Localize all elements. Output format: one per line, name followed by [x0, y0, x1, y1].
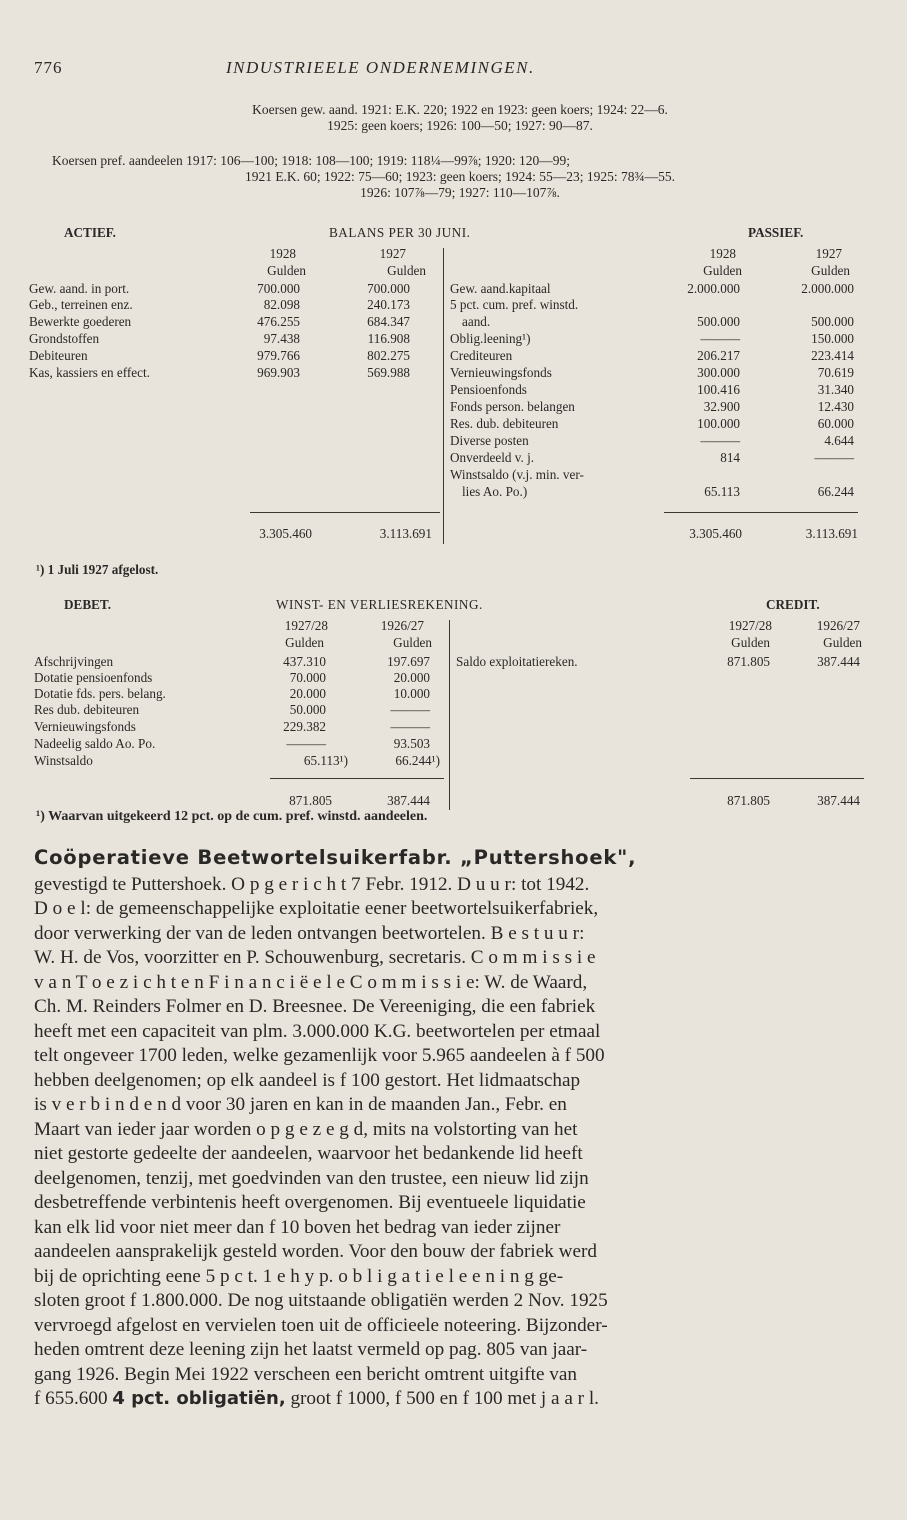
winst-year-a-left: 1927/28 — [284, 618, 328, 633]
paragraph-last-line — [34, 1387, 599, 1412]
winst-total-right-2: 387.444 — [817, 793, 860, 808]
balans-footnote: ¹) 1 Juli 1927 afgelost. — [36, 562, 159, 577]
balans-total-left-1: 3.305.460 — [259, 526, 312, 541]
balans-year-b-right: 1927 — [815, 246, 842, 261]
quote-line-3: Koersen pref. aandeelen 1917: 106—100; 1918: 108—100; 1919: 118¼—99⅞; 1920: 120—99; — [52, 153, 571, 168]
balans-total-rule-left — [250, 512, 440, 513]
paragraph-line: gang 1926. Begin Mei 1922 verscheen een bericht omtrent uitgifte van — [34, 1364, 577, 1385]
page-number: 776 — [34, 58, 63, 77]
paragraph-line: v a n T o e z i c h t e n F i n a n c i ë e l e C o m m i s s i e: W. de Waard, — [34, 972, 588, 993]
winst-title: WINST- EN VERLIESREKENING. — [276, 597, 483, 612]
paragraph-line: door verwerking der van de leden ontvangen beetwortelen. B e s t u u r: — [34, 923, 585, 944]
balans-total-left-2: 3.113.691 — [379, 526, 432, 541]
quote-line-5: 1926: 107⅞—79; 1927: 110—107⅞. — [360, 185, 560, 200]
winst-year-a-right: 1927/28 — [728, 618, 772, 633]
paragraph-line: is v e r b i n d e n d voor 30 jaren en kan in de maanden Jan., Febr. en — [34, 1094, 567, 1115]
paragraph-line: gevestigd te Puttershoek. O p g e r i c h t 7 Febr. 1912. D u u r: tot 1942. — [34, 874, 590, 895]
document-page: 776 INDUSTRIEELE ONDERNEMINGEN. Koersen gew. aand. 1921: E.K. 220; 1922 en 1923: geen koers; 1924: 22—6. 1925: geen koers; 1926: 100—50; 1927: 90—87. Koersen pref. aandeelen 1917: 106—100; 1918: 108—100; 1919: 118¼—99⅞; 1920: 120—99; 1921 E.K. 60; 1922: 75—60; 1923: geen koers; 1924: 55—23; 1925: 78¾—55. 1926: 107⅞—79; 1927: 110—107⅞. ACTIEF. BALANS PER 30 JUNI. PASSIEF. 1928 1927 1928 1927 Gulden Gulden Gulden Gulden Gew. aand. in port. 700.000 700.000 Geb., terreinen enz. 82.098 240.173 Bewerkte goederen 476.255 684.347 Grondstoffen 97.438 116.908 Debiteuren 979.766 802.275 Kas, kassiers en effect. 969.903 569.988 Gew. aand.kapitaal 2.000.000 2.000.000 5 pct. cum. pref. winstd. aand. 500.000 500.000 Oblig.leening¹) ——— 150.000 Crediteuren 206.217 223.414 Vernieuwingsfonds 300.000 70.619 Pensioenfonds 100.416 31.340 Fonds person. belangen 32.900 12.430 Res. dub. debiteuren 100.000 60.000 Diverse posten ——— 4.644 Onverdeeld v. j. 814 ——— Winstsaldo (v.j. min. ver- lies Ao. Po.) 65.113 66.244 3.305.460 3.113.691 3.305.460 3.113.691 ¹) 1 Juli 1927 afgelost. DEBET. WINST- EN VERLIESREKENING. CREDIT. 1927/28 1926/27 1927/28 1926/27 Gulden Gulden Gulden Gulden Afschrijvingen 437.310 197.697 Dotatie pensioenfonds 70.000 20.000 Dotatie fds. pers. belang. 20.000 10.000 Res dub. debiteuren 50.000 ——— Vernieuwingsfonds 229.382 ——— Nadeelig saldo Ao. Po. ——— 93.503 Winstsaldo 65.113¹) 66.244¹) Saldo exploitatiereken. 871.805 387.444 871.805 387.444 871.805 387.444 ¹) Waarvan uitgekeerd 12 pct. op de cum. pref. winstd. aandeelen. Coöperatieve Beetwortelsuikerfabr. „Puttershoek", gevestigd te Puttershoek. O p g e r i c h t 7 Febr. 1912. D u u r: tot 1942. D o e l: de gemeenschappelijke exploitatie eener beetwortelsuikerfabriek, door verwerking der van de leden ontvangen beetwortelen. B e s t u u r: W. H. de Vos, voorzitter en P. Schouwenburg, secretaris. C o m m i s s i e v a n T o e z i c h t e n F i n a n c i ë e l e C o m m i s s i e: W. de Waard, Ch. M. Reinders Folmer en D. Breesnee. De Vereeniging, die een fabriek heeft met een capaciteit van plm. 3.000.000 K.G. beetwortelen per etmaal telt ongeveer 1700 leden, welke gezamenlijk voor 5.965 aandeelen à f 500 hebben deelgenomen; op elk aandeel is f 100 gestort. Het lidmaatschap is v e r b i n d e n d voor 30 jaren en kan in de maanden Jan., Febr. en Maart van ieder jaar worden o p g e z e g d, mits na volstorting van het niet gestorte gedeelte der aandeelen, waarvoor het bedankende lid heeft deelgenomen, tenzij, met goedvinden van den trustee, een nieuw lid zijn desbetreffende verbintenis heeft overgenomen. Bij eventueele liquidatie kan elk lid voor niet meer dan f 10 boven het bedrag van ieder zijner aandeelen aansprakelijk gesteld worden. Voor den bouw der fabriek werd bij de oprichting eene 5 p c t. 1 e h y p. o b l i g a t i e l e e n i n g ge- sloten groot f 1.800.000. De nog uitstaande obligatiën werden 2 Nov. 1925 vervroegd afgelost en vervielen toen uit de officieele noteering. Bijzonder- heden omtrent deze leening zijn het laatst vermeld op pag. 805 van jaar- gang 1926. Begin Mei 1922 verscheen een bericht omtrent uitgifte van f 655.600 4 pct. obligatiën, groot f 1000, f 500 en f 100 met j a a r l. — [0, 0, 907, 1520]
winst-footnote: ¹) Waarvan uitgekeerd 12 pct. op de cum. pref. winstd. aandeelen. — [36, 809, 428, 824]
balans-unit-right-b: Gulden — [811, 263, 850, 278]
winst-total-rule-right — [690, 778, 864, 779]
paragraph-line: hebben deelgenomen; op elk aandeel is f 100 gestort. Het lidmaatschap — [34, 1070, 581, 1091]
paragraph-line: Maart van ieder jaar worden o p g e z e g d, mits na volstorting van het — [34, 1119, 578, 1140]
paragraph-line: telt ongeveer 1700 leden, welke gezamenlijk voor 5.965 aandeelen à f 500 — [34, 1045, 605, 1066]
balans-total-right-2: 3.113.691 — [805, 526, 858, 541]
last-line-end: groot f 1000, f 500 en f 100 met j a a r l. — [285, 1388, 599, 1409]
balans-unit-left-b: Gulden — [387, 263, 426, 278]
balans-year-a-right: 1928 — [709, 246, 736, 261]
paragraph-line: deelgenomen, tenzij, met goedvinden van den trustee, een nieuw lid zijn — [34, 1168, 589, 1189]
last-line-bold: 4 pct. obligatiën, — [112, 1388, 286, 1409]
quote-line-4: 1921 E.K. 60; 1922: 75—60; 1923: geen koers; 1924: 55—23; 1925: 78¾—55. — [244, 169, 676, 184]
balans-divider — [443, 248, 444, 544]
winst-unit-left-b: Gulden — [393, 635, 432, 650]
last-line-start: f 655.600 — [34, 1388, 113, 1409]
paragraph-line: vervroegd afgelost en vervielen toen uit de officieele noteering. Bijzonder- — [34, 1315, 608, 1336]
paragraph-line: bij de oprichting eene 5 p c t. 1 e h y p. o b l i g a t i e l e e n i n g ge- — [34, 1266, 564, 1287]
paragraph-line: niet gestorte gedeelte der aandeelen, waarvoor het bedankende lid heeft — [34, 1143, 583, 1164]
balans-year-b-left: 1927 — [379, 246, 406, 261]
winst-credit-heading: CREDIT. — [766, 597, 820, 612]
paragraph-line: heden omtrent deze leening zijn het laatst vermeld op pag. 805 van jaar- — [34, 1339, 588, 1360]
balans-passief-heading: PASSIEF. — [748, 225, 804, 240]
winst-unit-right-b: Gulden — [823, 635, 862, 650]
balans-actief-heading: ACTIEF. — [64, 225, 116, 240]
paragraph-line: Ch. M. Reinders Folmer en D. Breesnee. De Vereeniging, die een fabriek — [34, 996, 596, 1017]
winst-year-b-left: 1926/27 — [380, 618, 424, 633]
company-name: Coöperatieve Beetwortelsuikerfabr. „Puttershoek", — [34, 846, 637, 869]
paragraph-line: kan elk lid voor niet meer dan f 10 boven het bedrag van ieder zijner — [34, 1217, 561, 1238]
winst-total-rule-left — [270, 778, 444, 779]
winst-debet-heading: DEBET. — [64, 597, 112, 612]
paragraph-line: heeft met een capaciteit van plm. 3.000.000 K.G. beetwortelen per etmaal — [34, 1021, 601, 1042]
paragraph-line: sloten groot f 1.800.000. De nog uitstaande obligatiën werden 2 Nov. 1925 — [34, 1290, 608, 1311]
paragraph-line: D o e l: de gemeenschappelijke exploitatie eener beetwortelsuikerfabriek, — [34, 898, 599, 919]
winst-total-left-2: 387.444 — [387, 793, 430, 808]
balans-title: BALANS PER 30 JUNI. — [329, 225, 471, 240]
paragraph-line: W. H. de Vos, voorzitter en P. Schouwenburg, secretaris. C o m m i s s i e — [34, 947, 596, 968]
quote-line-2: 1925: geen koers; 1926: 100—50; 1927: 90—87. — [327, 118, 593, 133]
balans-unit-left-a: Gulden — [267, 263, 306, 278]
paragraph-line: desbetreffende verbintenis heeft overgenomen. Bij eventueele liquidatie — [34, 1192, 586, 1213]
paragraph-line: aandeelen aansprakelijk gesteld worden. Voor den bouw der fabriek werd — [34, 1241, 597, 1262]
balans-unit-right-a: Gulden — [703, 263, 742, 278]
balans-total-right-1: 3.305.460 — [689, 526, 742, 541]
balans-year-a-left: 1928 — [269, 246, 296, 261]
balans-total-rule-right — [664, 512, 858, 513]
winst-unit-right-a: Gulden — [731, 635, 770, 650]
winst-year-b-right: 1926/27 — [816, 618, 860, 633]
winst-unit-left-a: Gulden — [285, 635, 324, 650]
quote-line-1: Koersen gew. aand. 1921: E.K. 220; 1922 en 1923: geen koers; 1924: 22—6. — [252, 102, 668, 117]
running-title: INDUSTRIEELE ONDERNEMINGEN. — [226, 58, 535, 77]
winst-divider — [449, 620, 450, 810]
winst-total-right-1: 871.805 — [727, 793, 770, 808]
winst-total-left-1: 871.805 — [289, 793, 332, 808]
